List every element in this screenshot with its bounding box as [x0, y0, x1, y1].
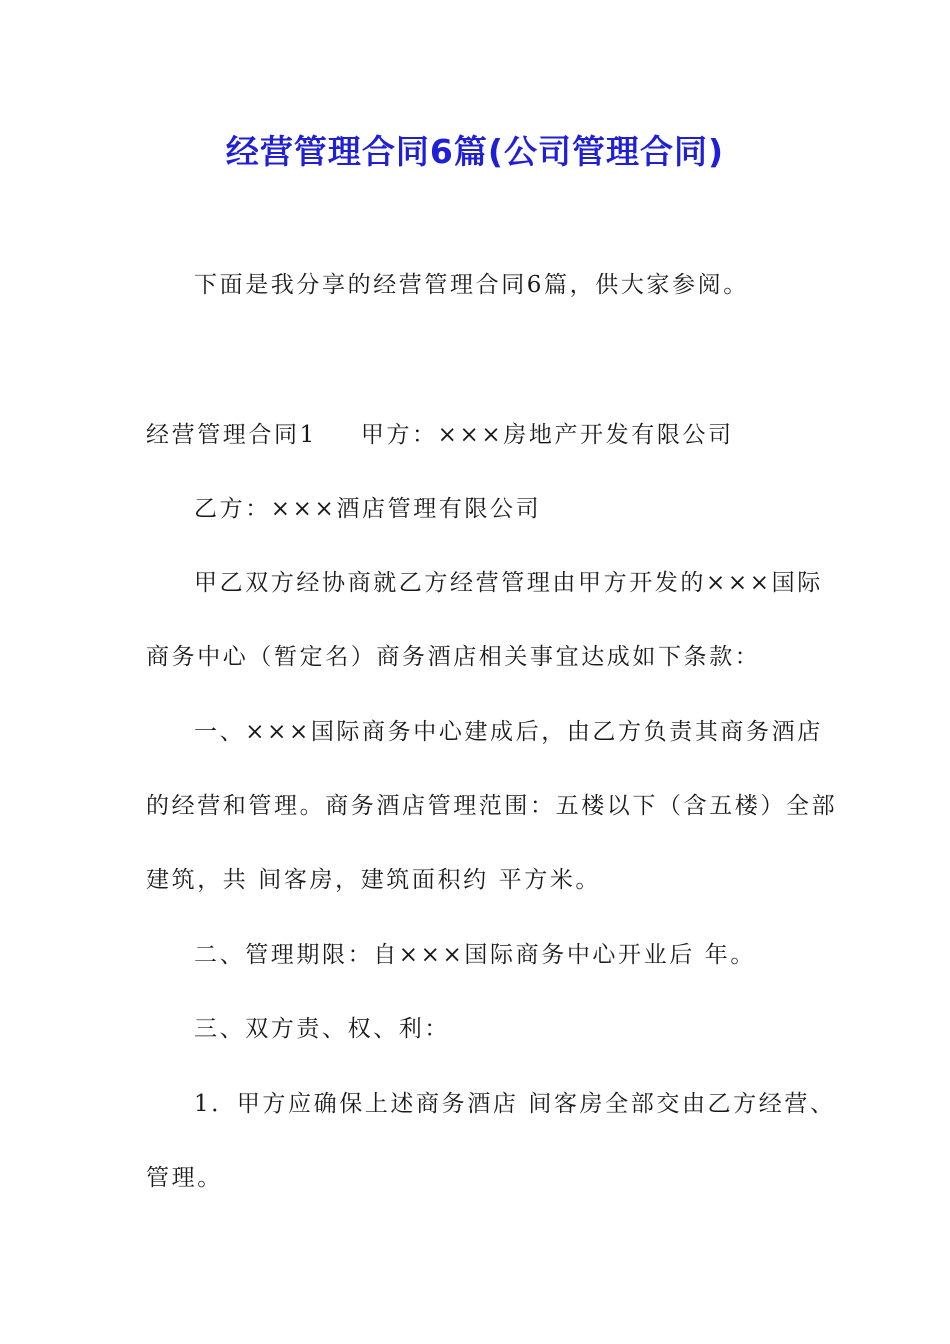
- party-a: 甲方：×××房地产开发有限公司: [360, 422, 734, 448]
- clause-line: 三、双方责、权、利：: [194, 1016, 450, 1042]
- paragraph-line: 商务中心（暂定名）商务酒店相关事宜达成如下条款：: [146, 644, 761, 670]
- clause-line: 一、×××国际商务中心建成后，由乙方负责其商务酒店: [194, 719, 823, 745]
- document-title: 经营管理合同6篇(公司管理合同): [225, 132, 725, 171]
- section-heading-line: [146, 418, 816, 452]
- item-line: 1．甲方应确保上述商务酒店 间客房全部交由乙方经营、: [194, 1091, 836, 1117]
- intro-text: 下面是我分享的经营管理合同6篇，供大家参阅。: [194, 272, 749, 298]
- party-b: 乙方：×××酒店管理有限公司: [194, 496, 542, 522]
- clause-line: 二、管理期限：自×××国际商务中心开业后 年。: [194, 942, 756, 968]
- item-line: 管理。: [146, 1165, 223, 1191]
- section-heading: 经营管理合同1: [146, 422, 317, 448]
- paragraph-line: 甲乙双方经协商就乙方经营管理由甲方开发的×××国际: [194, 570, 823, 596]
- clause-line: 建筑，共 间客房，建筑面积约 平方米。: [146, 867, 602, 893]
- clause-line: 的经营和管理。商务酒店管理范围：五楼以下（含五楼）全部: [146, 793, 838, 819]
